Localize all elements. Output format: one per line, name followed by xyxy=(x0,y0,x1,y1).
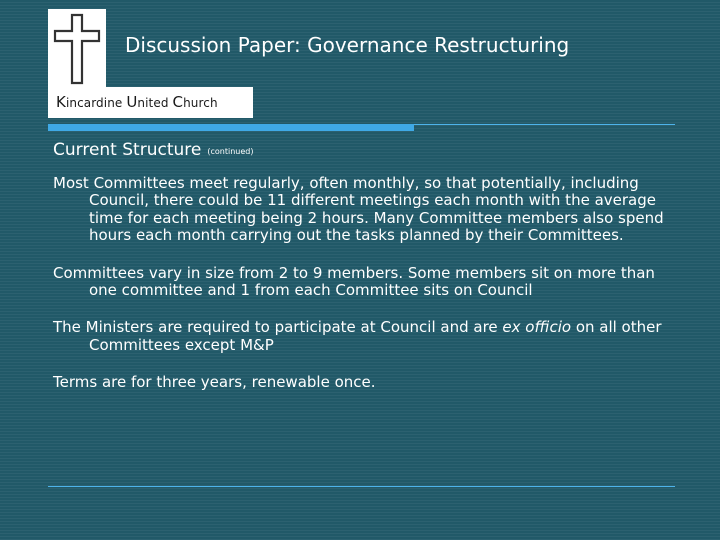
paragraph-ministers: The Ministers are required to participate at Council and are ex officio on all other Committees except M&P xyxy=(53,318,662,354)
paragraph-meetings: Most Committees meet regularly, often monthly, so that potentially, including Council, there could be 11 different meetings each month with the average time for each meeting being 2 hours. Many Committee members also spend hours each month carrying out the tasks planned by their Committees. xyxy=(53,174,664,245)
section-heading-text: Current Structure xyxy=(53,140,202,160)
paragraph-terms: Terms are for three years, renewable once. xyxy=(53,373,376,392)
paragraph-committee-size: Committees vary in size from 2 to 9 members. Some members sit on more than one committee and 1 from each Committee sits on Council xyxy=(53,263,655,300)
church-name: Kincardine United Church xyxy=(48,87,253,118)
footer-divider xyxy=(48,486,675,487)
cross-icon xyxy=(48,9,106,89)
ex-officio-italic: ex officio xyxy=(502,318,572,337)
section-subheading: (continued) xyxy=(207,147,254,156)
body-content xyxy=(53,175,678,412)
page-title: Discussion Paper: Governance Restructuring xyxy=(125,33,570,57)
section-heading xyxy=(53,140,253,160)
church-logo xyxy=(48,9,106,89)
title-divider-line xyxy=(414,124,675,125)
title-divider-accent xyxy=(48,124,414,131)
